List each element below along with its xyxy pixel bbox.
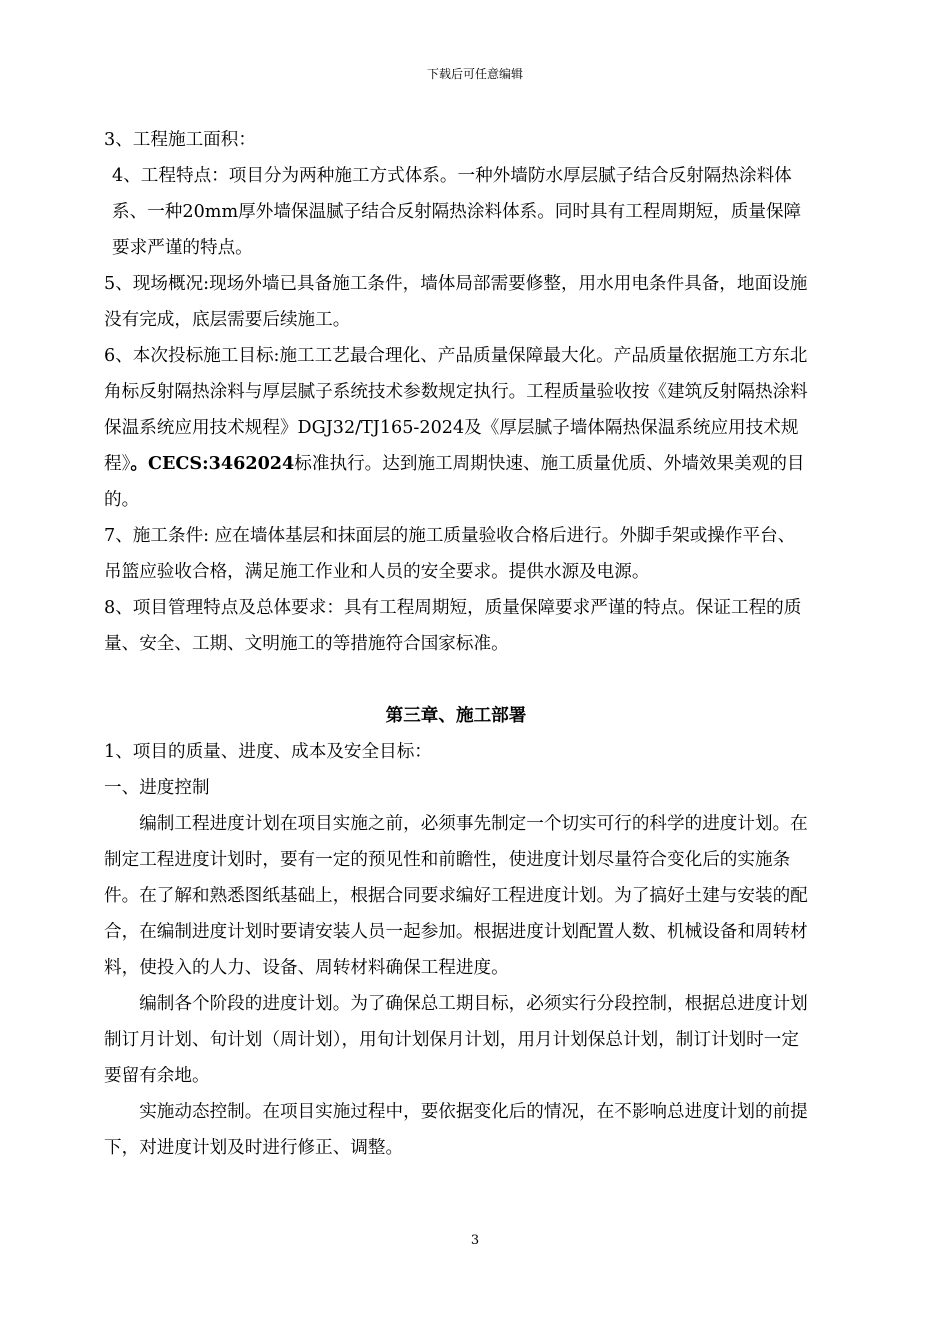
document-body [104, 122, 808, 1166]
item-project-features: 4、工程特点：项目分为两种施工方式体系。一种外墙防水厚层腻子结合反射隔热涂料体系、一种20mm厚外墙保温腻子结合反射隔热涂料体系。同时具有工程周期短，质量保障要求严谨的特点。 [112, 166, 802, 258]
bid-goal-text-2: 标准执行。达到施工周期快速、施工质量优质、外墙效果美观的目的。 [104, 454, 805, 510]
item-bid-goal [104, 338, 808, 518]
bid-goal-text-1: 6、本次投标施工目标:施工工艺最合理化、产品质量保障最大化。产品质量依据施工方东北角标反射隔热涂料与厚层腻子系统技术参数规定执行。工程质量验收按《建筑反射隔热涂料保温系统应用技术规程》DGJ32/TJ165-2024及《厚层腻子墙体隔热保温系统应用技术规程》 [104, 346, 808, 474]
item-construction-conditions: 7、施工条件: 应在墙体基层和抹面层的施工质量验收合格后进行。外脚手架或操作平台、吊篮应验收合格，满足施工作业和人员的安全要求。提供水源及电源。 [104, 526, 796, 582]
section-heading: 一、进度控制 [104, 778, 210, 798]
objective-heading: 1、项目的质量、进度、成本及安全目标： [104, 742, 432, 762]
item-site-overview: 5、现场概况:现场外墙已具备施工条件，墙体局部需要修整，用水用电条件具备，地面设施没有完成，底层需要后续施工。 [104, 274, 808, 330]
chapter-title: 第三章、施工部署 [385, 705, 527, 726]
paragraph-stage-plan: 编制各个阶段的进度计划。为了确保总工期目标，必须实行分段控制，根据总进度计划制订月计划、旬计划（周计划），用旬计划保月计划，用月计划保总计划，制订计划时一定要留有余地。 [104, 994, 808, 1086]
section-gap [104, 662, 808, 698]
paragraph-schedule-plan: 编制工程进度计划在项目实施之前，必须事先制定一个切实可行的科学的进度计划。在制定工程进度计划时，要有一定的预见性和前瞻性，使进度计划尽量符合变化后的实施条件。在了解和熟悉图纸基础上，根据合同要求编好工程进度计划。为了搞好土建与安装的配合，在编制进度计划时要请安装人员一起参加。根据进度计划配置人数、机械设备和周转材料，使投入的人力、设备、周转材料确保工程进度。 [104, 814, 808, 978]
page-header: 下载后可任意编辑 [426, 67, 523, 81]
item-construction-area: 3、工程施工面积： [104, 130, 256, 150]
page-number: 3 [470, 1233, 480, 1248]
paragraph-dynamic-control: 实施动态控制。在项目实施过程中，要依据变化后的情况，在不影响总进度计划的前提下，对进度计划及时进行修正、调整。 [104, 1102, 808, 1158]
bid-goal-standard-code: 。CECS:3462024 [130, 453, 295, 474]
item-management-requirements: 8、项目管理特点及总体要求：具有工程周期短，质量保障要求严谨的特点。保证工程的质量、安全、工期、文明施工的等措施符合国家标准。 [104, 598, 802, 654]
